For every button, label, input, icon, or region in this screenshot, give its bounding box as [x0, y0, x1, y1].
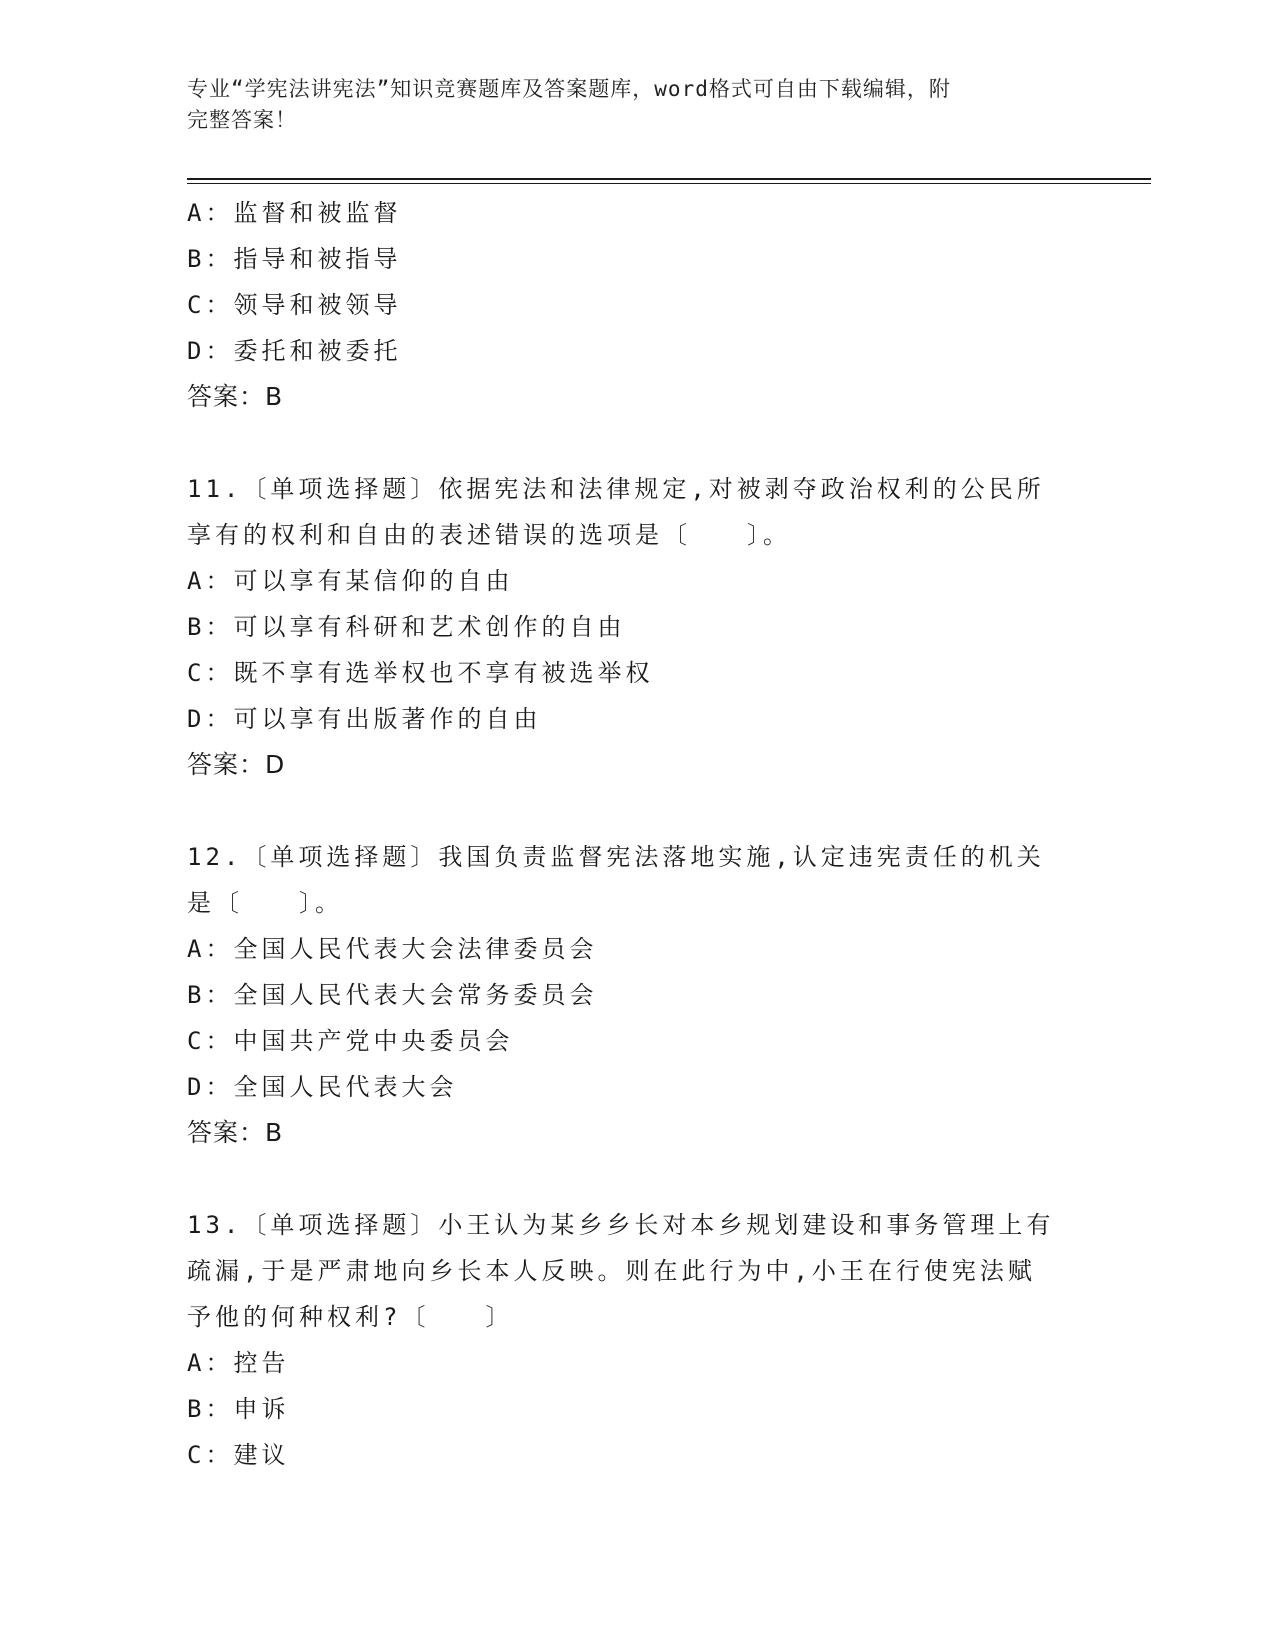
- spacer: [187, 1156, 1087, 1202]
- option-d: D：可以享有出版著作的自由: [187, 705, 542, 733]
- spacer: [187, 420, 1087, 466]
- option-c: C：建议: [187, 1441, 290, 1469]
- question-text-line: 12.〔单项选择题〕我国负责监督宪法落地实施,认定违宪责任的机关: [187, 843, 1045, 871]
- header-rule-thick: [187, 178, 1151, 180]
- question-text-line: 13.〔单项选择题〕小王认为某乡乡长对本乡规划建设和事务管理上有: [187, 1211, 1055, 1239]
- question-text-line: 11.〔单项选择题〕依据宪法和法律规定,对被剥夺政治权利的公民所: [187, 475, 1045, 503]
- option-d: D：委托和被委托: [187, 337, 402, 365]
- option-b: B：指导和被指导: [187, 245, 402, 273]
- option-a: A：监督和被监督: [187, 199, 402, 227]
- spacer: [187, 788, 1087, 834]
- question-text-line: 是〔 〕。: [187, 889, 343, 917]
- question-text-line: 享有的权利和自由的表述错误的选项是〔 〕。: [187, 521, 791, 549]
- document-body: [187, 190, 1087, 1478]
- answer: 答案：B: [187, 1118, 284, 1147]
- answer: 答案：B: [187, 382, 284, 411]
- document-header: [187, 74, 1067, 136]
- option-c: C：中国共产党中央委员会: [187, 1027, 514, 1055]
- question-text-line: 疏漏,于是严肃地向乡长本人反映。则在此行为中,小王在行使宪法赋: [187, 1257, 1036, 1285]
- option-a: A：可以享有某信仰的自由: [187, 567, 514, 595]
- option-a: A：控告: [187, 1349, 290, 1377]
- question-text-line: 予他的何种权利?〔 〕: [187, 1303, 514, 1331]
- option-c: C：既不享有选举权也不享有被选举权: [187, 659, 654, 687]
- question-block-11: [187, 466, 1087, 788]
- option-d: D：全国人民代表大会: [187, 1073, 458, 1101]
- option-c: C：领导和被领导: [187, 291, 402, 319]
- header-line-1: 专业“学宪法讲宪法”知识竞赛题库及答案题库，word格式可自由下载编辑，附: [187, 77, 951, 101]
- header-line-2: 完整答案！: [187, 108, 297, 132]
- question-block-13: [187, 1202, 1087, 1478]
- question-block-12: [187, 834, 1087, 1156]
- option-b: B：全国人民代表大会常务委员会: [187, 981, 598, 1009]
- option-a: A：全国人民代表大会法律委员会: [187, 935, 598, 963]
- header-rule-thin: [187, 183, 1151, 184]
- question-block-10: [187, 190, 1087, 420]
- answer: 答案：D: [187, 750, 286, 779]
- option-b: B：申诉: [187, 1395, 290, 1423]
- option-b: B：可以享有科研和艺术创作的自由: [187, 613, 626, 641]
